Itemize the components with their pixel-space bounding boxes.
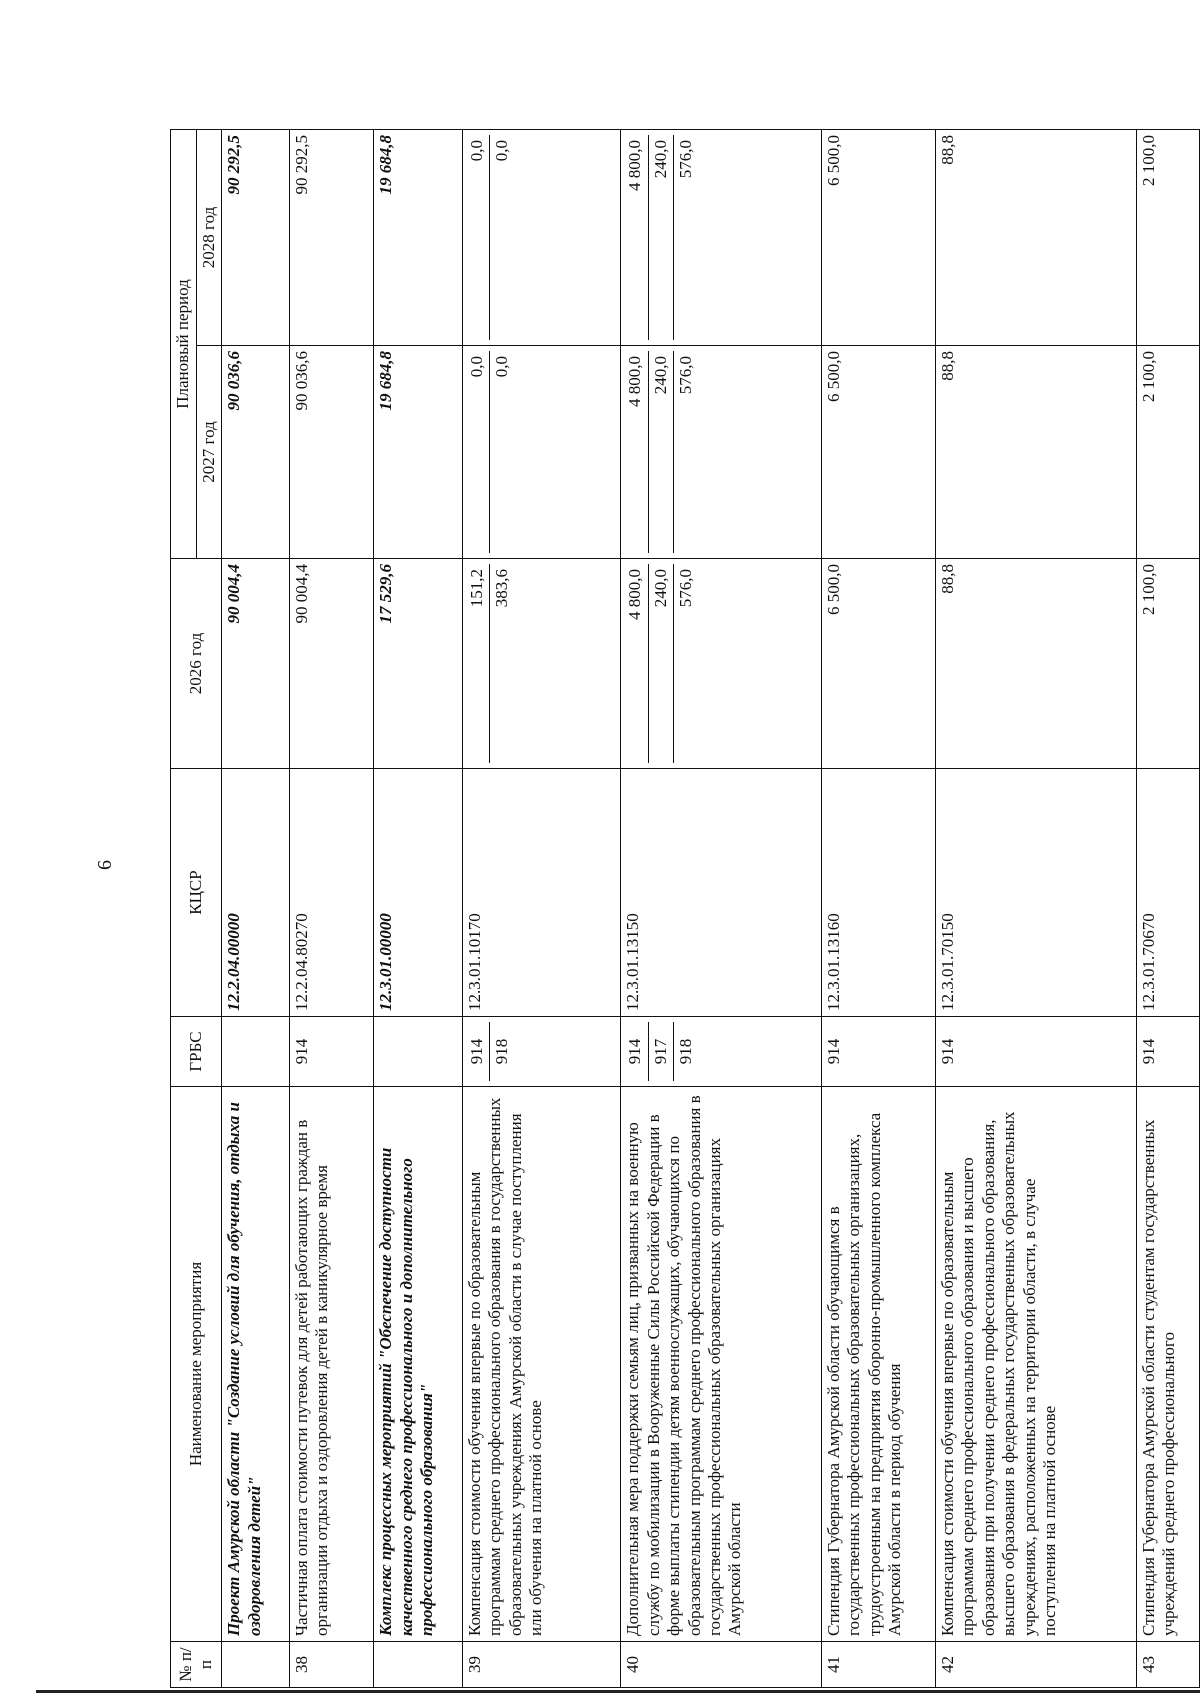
cell-2026: 2 100,0	[1136, 559, 1199, 769]
cell-num: 43	[1136, 1642, 1199, 1688]
cell-2026	[621, 559, 822, 769]
cell-2028-value: 240,0	[649, 135, 674, 340]
cell-2026: 90 004,4	[289, 559, 373, 769]
cell-kcsr: 12.3.01.13150	[621, 769, 822, 1017]
cell-2028-value: 0,0	[465, 135, 490, 340]
cell-name: Дополнительная мера поддержки семьям лиц, призванных на военную службу по мобилизации в Вооруженные Силы Российской Федерации в форме выплаты стипендии детям военнослужащих, обучающихся по образовательным программам среднего профессионального образования в государственных профессиональных образовательных организациях Амурской области	[621, 1087, 822, 1642]
cell-kcsr: 12.3.01.70670	[1136, 769, 1199, 1017]
table-row	[1136, 129, 1199, 1687]
cell-2028	[621, 129, 822, 345]
cell-name: Комплекс процессных мероприятий "Обеспечение доступности качественного среднего профессионального и дополнительного профессионального образования"	[374, 1087, 463, 1642]
cell-grbs-value: 917	[649, 1022, 674, 1081]
table-row	[463, 129, 621, 1687]
budget-table	[170, 129, 1200, 1688]
cell-2027: 90 036,6	[222, 346, 290, 559]
cell-grbs: 914	[289, 1017, 373, 1087]
table-row	[222, 129, 290, 1687]
cell-name: Проект Амурской области "Создание условий для обучения, отдыха и оздоровления детей"	[222, 1087, 290, 1642]
cell-num: 38	[289, 1642, 373, 1688]
table-row	[621, 129, 822, 1687]
cell-2026-value: 151,2	[465, 564, 490, 763]
cell-2028: 6 500,0	[822, 129, 936, 345]
header-planned-period: Плановый период	[171, 129, 197, 558]
table-body	[222, 129, 1200, 1687]
header-name: Наименование мероприятия	[171, 1087, 222, 1642]
cell-name: Компенсация стоимости обучения впервые по образовательным программам среднего профессионального образования и высшего образования при получении среднего профессионального образования, высшего образования в федеральных государственных образовательных учреждениях, расположенных на территории области, в случае поступления на платной основе	[936, 1087, 1137, 1642]
cell-2027: 88,8	[936, 346, 1137, 559]
cell-2028	[463, 129, 621, 345]
cell-2026: 88,8	[936, 559, 1137, 769]
cell-num	[374, 1642, 463, 1688]
cell-grbs	[222, 1017, 290, 1087]
header-2028: 2028 год	[197, 129, 222, 345]
cell-2027: 2 100,0	[1136, 346, 1199, 559]
cell-2027-value: 4 800,0	[623, 351, 648, 553]
cell-grbs	[621, 1017, 822, 1087]
page-edge	[36, 1690, 1200, 1693]
table-row	[936, 129, 1137, 1687]
cell-grbs	[463, 1017, 621, 1087]
cell-grbs: 914	[822, 1017, 936, 1087]
cell-name: Компенсация стоимости обучения впервые по образовательным программам среднего профессионального образования в государственных образовательных учреждениях Амурской области в случае поступления или обучения на платной основе	[463, 1087, 621, 1642]
cell-num: 42	[936, 1642, 1137, 1688]
cell-2028: 90 292,5	[289, 129, 373, 345]
cell-2028-value: 576,0	[676, 139, 696, 179]
header-kcsr: КЦСР	[171, 769, 222, 1017]
header-grbs: ГРБС	[171, 1017, 222, 1087]
cell-2026-value: 383,6	[492, 569, 512, 608]
cell-2027: 6 500,0	[822, 346, 936, 559]
table-row	[374, 129, 463, 1687]
cell-grbs-value: 914	[623, 1022, 648, 1081]
cell-kcsr: 12.3.01.13160	[822, 769, 936, 1017]
cell-2026	[463, 559, 621, 769]
cell-2028: 2 100,0	[1136, 129, 1199, 345]
cell-grbs: 914	[936, 1017, 1137, 1087]
cell-2027: 90 036,6	[289, 346, 373, 559]
cell-num: 40	[621, 1642, 822, 1688]
cell-2027-value: 0,0	[465, 351, 490, 553]
cell-2028-value: 4 800,0	[623, 135, 648, 340]
cell-num: 41	[822, 1642, 936, 1688]
cell-2027	[463, 346, 621, 559]
cell-2028-value: 0,0	[492, 139, 512, 162]
cell-kcsr: 12.3.01.70150	[936, 769, 1137, 1017]
cell-2026: 17 529,6	[374, 559, 463, 769]
cell-grbs	[374, 1017, 463, 1087]
page-number: 6	[94, 860, 116, 870]
cell-grbs: 914	[1136, 1017, 1199, 1087]
cell-2026-value: 240,0	[649, 564, 674, 763]
cell-2026-value: 576,0	[676, 569, 696, 608]
cell-2026: 90 004,4	[222, 559, 290, 769]
cell-2027-value: 240,0	[649, 351, 674, 553]
cell-2027: 19 684,8	[374, 346, 463, 559]
cell-2028: 90 292,5	[222, 129, 290, 345]
table-row	[289, 129, 373, 1687]
cell-kcsr: 12.3.01.10170	[463, 769, 621, 1017]
cell-2026-value: 4 800,0	[623, 564, 648, 763]
cell-2027-value: 0,0	[492, 356, 512, 378]
cell-num: 39	[463, 1642, 621, 1688]
cell-kcsr: 12.3.01.00000	[374, 769, 463, 1017]
header-2027: 2027 год	[197, 346, 222, 559]
table-row	[822, 129, 936, 1687]
cell-grbs-value: 914	[465, 1022, 490, 1081]
cell-2026: 6 500,0	[822, 559, 936, 769]
cell-2027	[621, 346, 822, 559]
cell-kcsr: 12.2.04.80270	[289, 769, 373, 1017]
cell-2028: 88,8	[936, 129, 1137, 345]
cell-num	[222, 1642, 290, 1688]
cell-2028: 19 684,8	[374, 129, 463, 345]
cell-name: Стипендия Губернатора Амурской области обучающимся в государственных профессиональных образовательных организациях, трудоустроенным на предприятия оборонно-промышленного комплекса Амурской области в период обучения	[822, 1087, 936, 1642]
cell-name: Частичная оплата стоимости путевок для детей работающих граждан в организации отдыха и оздоровления детей в каникулярное время	[289, 1087, 373, 1642]
header-2026: 2026 год	[171, 559, 222, 769]
header-num: № п/п	[171, 1642, 222, 1688]
cell-kcsr: 12.2.04.00000	[222, 769, 290, 1017]
cell-grbs-value: 918	[492, 1038, 512, 1065]
cell-grbs-value: 918	[676, 1038, 696, 1065]
cell-2027-value: 576,0	[676, 356, 696, 395]
rotated-table-container	[170, 130, 1200, 1688]
cell-name: Стипендия Губернатора Амурской области студентам государственных учреждений среднего профессионального	[1136, 1087, 1199, 1642]
